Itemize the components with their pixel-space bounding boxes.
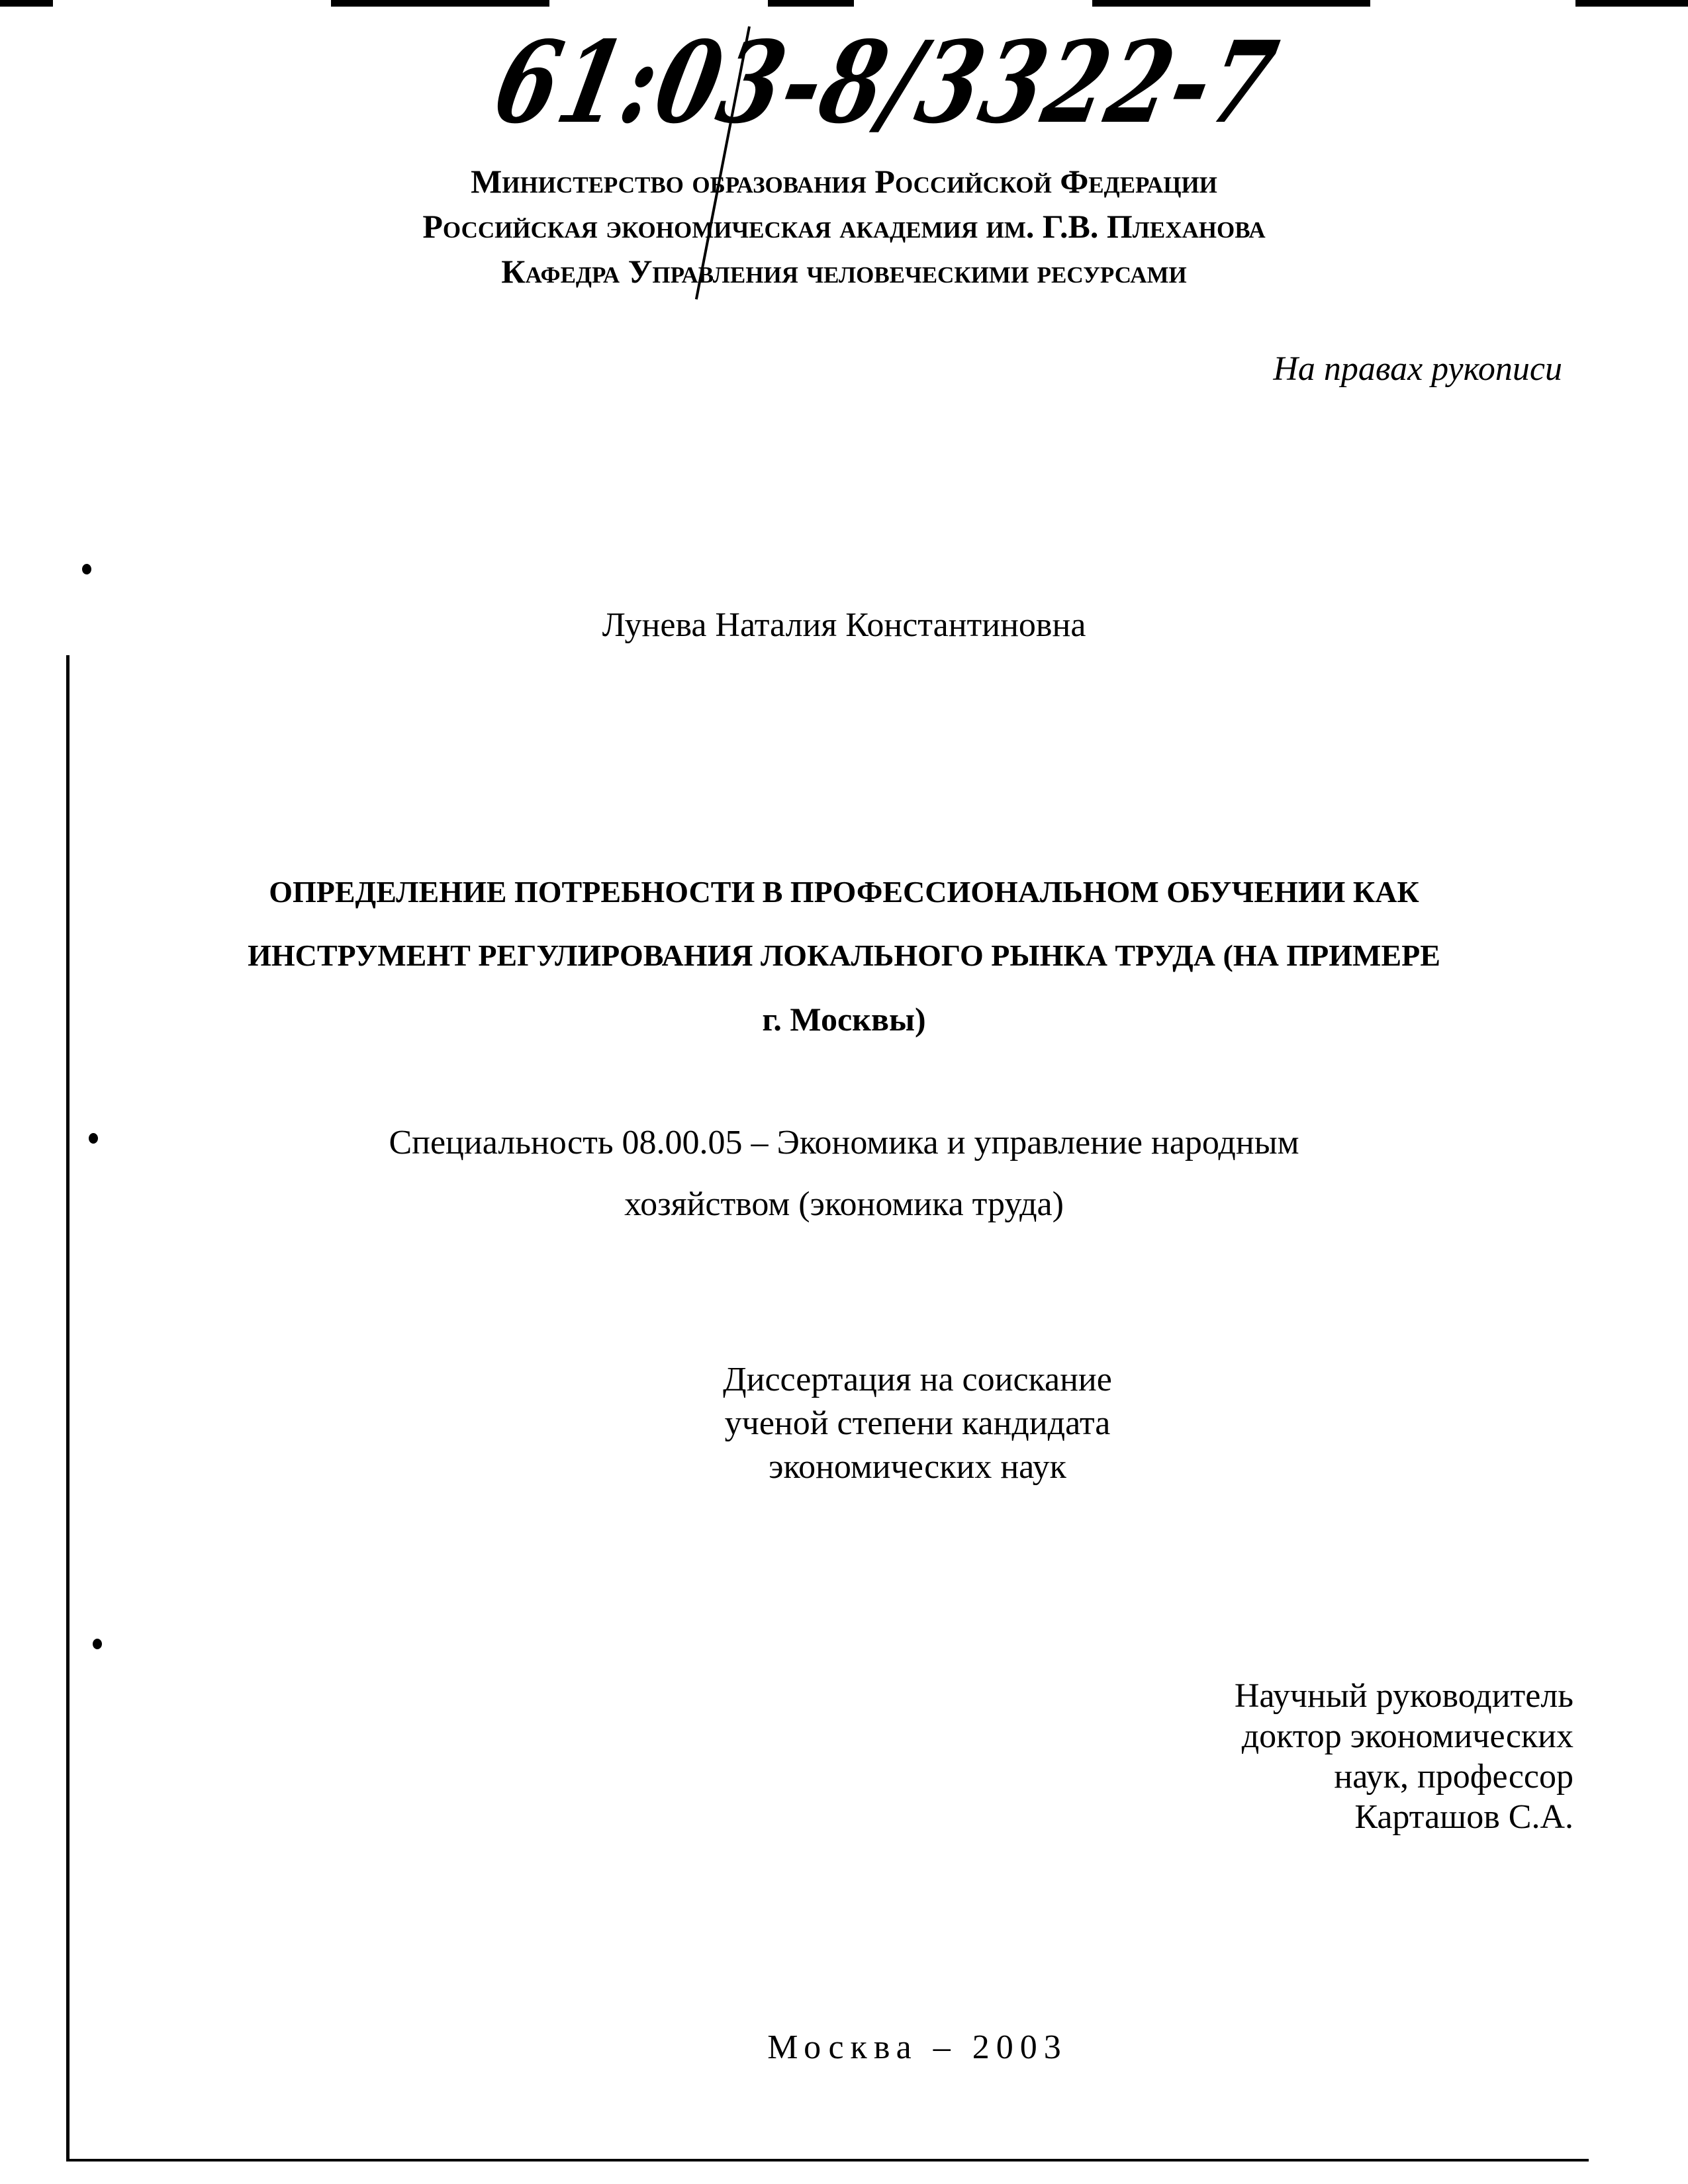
ministry-name: Министерство образования Российской Федерации [471, 163, 1217, 200]
scan-edge-mark [768, 0, 854, 7]
academy-name: Российская экономическая академия им. Г.В. Плеханова [422, 208, 1266, 245]
scan-punch-mark [93, 1639, 102, 1649]
scan-bottom-border [66, 2159, 1589, 2161]
degree-line: Диссертация на соискание [723, 1361, 1112, 1398]
department-name: Кафедра Управления человеческими ресурсами [501, 253, 1187, 290]
specialty-line: Специальность 08.00.05 – Экономика и управление народным [389, 1124, 1299, 1161]
supervisor-line: наук, профессор [1334, 1758, 1573, 1796]
scan-edge-mark [1092, 0, 1370, 7]
supervisor-line: Научный руководитель [1234, 1677, 1573, 1715]
degree-line: экономических наук [769, 1448, 1066, 1486]
dissertation-title [0, 860, 1688, 1051]
scan-edge-mark [0, 0, 53, 7]
supervisor-line: Карташов С.А. [1354, 1798, 1573, 1836]
scan-left-border [66, 655, 70, 2161]
degree-statement [0, 1358, 1688, 1489]
supervisor-line: доктор экономических [1241, 1717, 1573, 1755]
scan-punch-mark [82, 564, 91, 574]
scan-edge-mark [1575, 0, 1688, 7]
supervisor-block [1235, 1676, 1573, 1837]
specialty [0, 1112, 1688, 1235]
manuscript-note: На правах рукописи [1273, 350, 1562, 388]
degree-line: ученой степени кандидата [724, 1404, 1111, 1442]
title-line: ОПРЕДЕЛЕНИЕ ПОТРЕБНОСТИ В ПРОФЕССИОНАЛЬНОМ ОБУЧЕНИИ КАК [269, 875, 1419, 909]
scan-edge-mark [331, 0, 549, 7]
header-block [0, 159, 1688, 294]
city-year: Москва – 2003 [767, 2028, 1068, 2066]
handwritten-archive-number: 61:03-8/3322-7 [483, 17, 1289, 149]
author-name: Лунева Наталия Константиновна [602, 606, 1086, 644]
title-line: г. Москвы) [762, 1001, 926, 1038]
specialty-line: хозяйством (экономика труда) [624, 1185, 1064, 1223]
title-line: ИНСТРУМЕНТ РЕГУЛИРОВАНИЯ ЛОКАЛЬНОГО РЫНКА ТРУДА (НА ПРИМЕРЕ [248, 938, 1440, 972]
